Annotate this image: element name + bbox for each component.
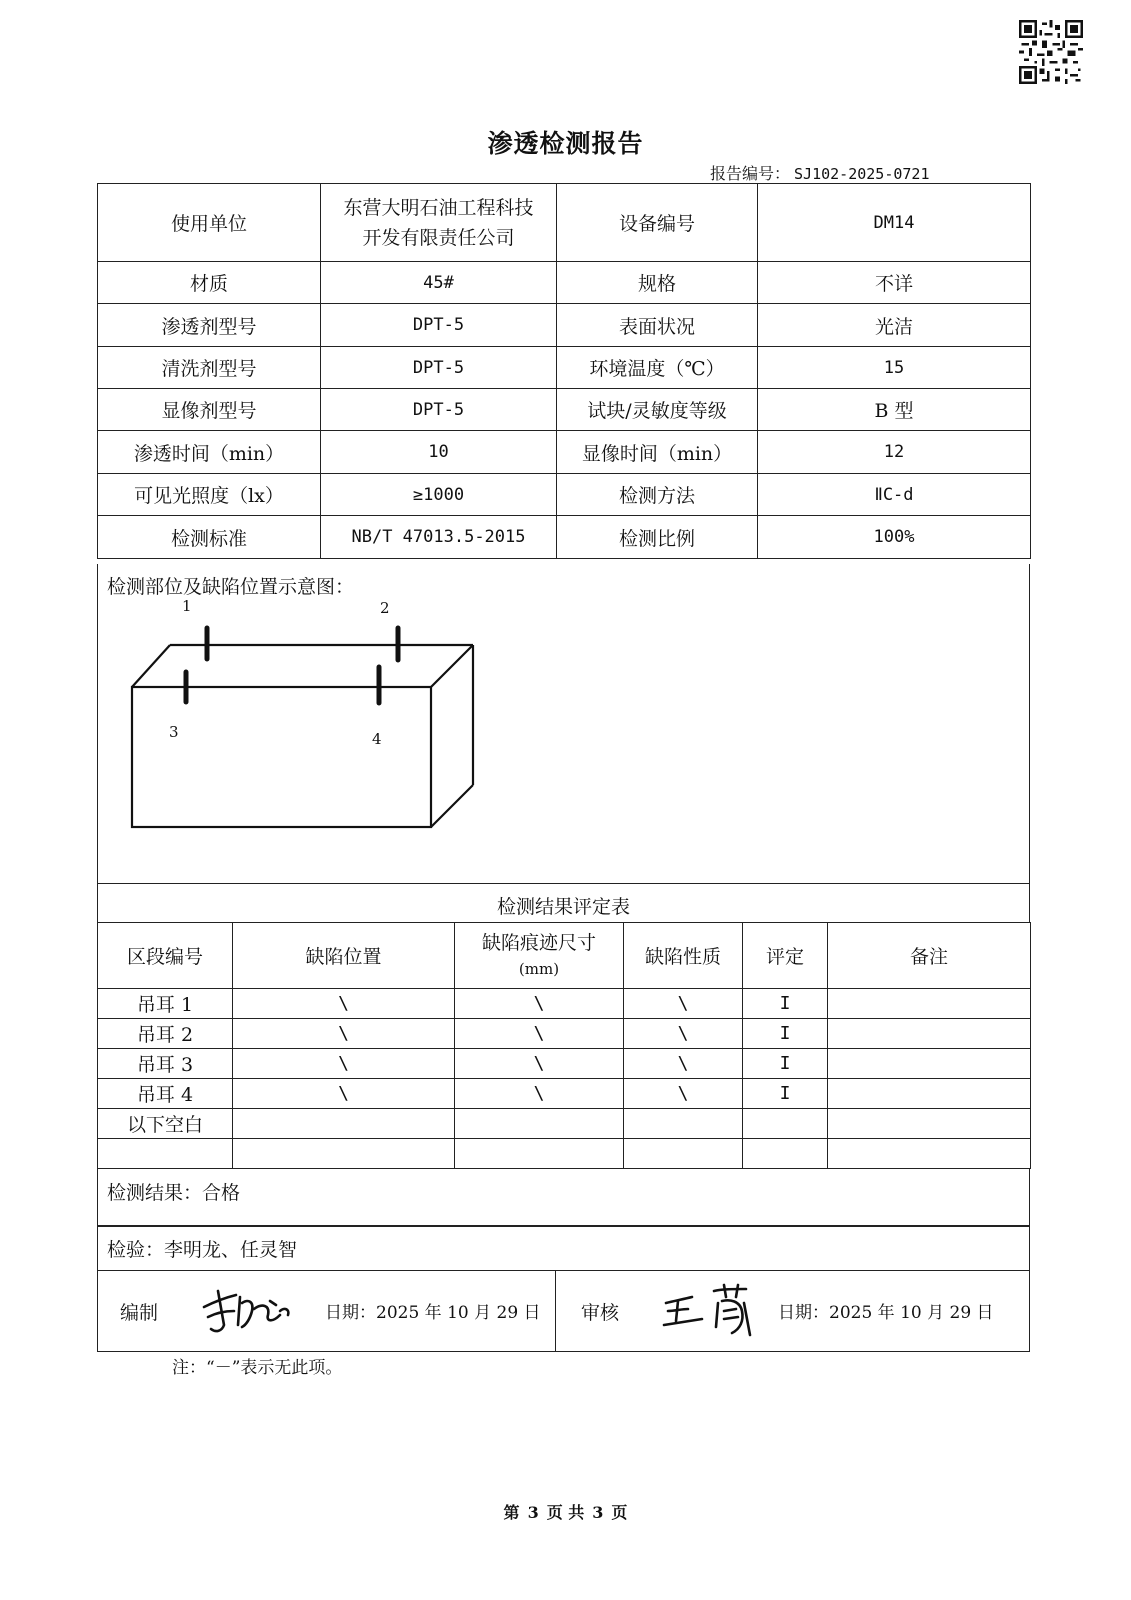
- results-table-title: 检测结果评定表: [496, 896, 630, 918]
- marker-2: 2: [380, 599, 390, 617]
- table-row: [98, 1079, 1031, 1109]
- cell-position: [233, 1109, 455, 1139]
- compiled-date: [325, 1298, 541, 1323]
- results-header-row: [98, 923, 1031, 989]
- info-value: ⅡC-d: [758, 474, 1031, 516]
- conclusion-label: 检测结果：: [107, 1182, 203, 1204]
- table-row: [98, 1109, 1031, 1139]
- info-row: [98, 304, 1031, 347]
- info-value: 东营大明石油工程科技开发有限责任公司: [321, 184, 557, 262]
- info-label: 显像剂型号: [98, 389, 321, 431]
- cell-remark: [828, 1019, 1031, 1049]
- table-row: [98, 1019, 1031, 1049]
- review-label: 审核: [581, 1302, 620, 1324]
- cell-nature: \: [624, 1019, 743, 1049]
- cell-rating: I: [743, 1079, 828, 1109]
- report-number-value: SJ102-2025-0721: [794, 165, 930, 183]
- info-row: [98, 262, 1031, 304]
- table-row: [98, 989, 1031, 1019]
- info-value: NB/T 47013.5-2015: [321, 516, 557, 559]
- header-rating: 评定: [743, 923, 828, 989]
- table-row: [98, 1139, 1031, 1169]
- cell-size: \: [455, 989, 624, 1019]
- info-label: 可见光照度（lx）: [98, 474, 321, 516]
- inspectors-line: [107, 1235, 297, 1262]
- page-prefix: 第: [503, 1503, 520, 1522]
- report-number-label: 报告编号：: [710, 164, 791, 183]
- part-diagram: [98, 564, 1029, 884]
- info-label: 显像时间（min）: [557, 431, 758, 474]
- page-suffix: 页: [611, 1503, 628, 1522]
- info-row: [98, 184, 1031, 262]
- header-defect-nature: 缺陷性质: [624, 923, 743, 989]
- cell-nature: \: [624, 989, 743, 1019]
- cell-position: \: [233, 989, 455, 1019]
- info-value: B 型: [758, 389, 1031, 431]
- info-label: 渗透剂型号: [98, 304, 321, 347]
- cell-size: \: [455, 1079, 624, 1109]
- header-remark: 备注: [828, 923, 1031, 989]
- cell-rating: I: [743, 989, 828, 1019]
- info-label: 设备编号: [557, 184, 758, 262]
- cell-remark: [828, 1079, 1031, 1109]
- cell-remark: [828, 989, 1031, 1019]
- compiled-label: 编制: [120, 1302, 159, 1324]
- cell-nature: \: [624, 1049, 743, 1079]
- marker-3: 3: [169, 723, 179, 741]
- info-value: DPT-5: [321, 389, 557, 431]
- info-value: 12: [758, 431, 1031, 474]
- cell-section: 吊耳 4: [98, 1079, 233, 1109]
- report-title: 渗透检测报告: [487, 129, 644, 158]
- sig-divider: [555, 1271, 556, 1351]
- info-label: 表面状况: [557, 304, 758, 347]
- header-defect-size-label: 缺陷痕迹尺寸: [481, 931, 596, 954]
- results-title-bar: [97, 883, 1030, 923]
- table-row: [98, 1049, 1031, 1079]
- cell-nature: \: [624, 1079, 743, 1109]
- inspectors-section: [97, 1226, 1030, 1271]
- info-value: 45#: [321, 262, 557, 304]
- header-defect-size: [455, 923, 624, 989]
- report-number: [710, 161, 933, 184]
- page-number: [0, 1500, 1131, 1523]
- info-value: DPT-5: [321, 304, 557, 347]
- info-value: 10: [321, 431, 557, 474]
- cell-size: [455, 1139, 624, 1169]
- cell-section: 吊耳 3: [98, 1049, 233, 1079]
- header-section-no: 区段编号: [98, 923, 233, 989]
- review-date: [778, 1298, 994, 1323]
- cell-rating: I: [743, 1019, 828, 1049]
- cell-section: 吊耳 2: [98, 1019, 233, 1049]
- review-date-label: 日期：: [778, 1303, 829, 1323]
- header-defect-position: 缺陷位置: [233, 923, 455, 989]
- info-table: [97, 183, 1031, 559]
- cell-remark: [828, 1139, 1031, 1169]
- cell-section: [98, 1139, 233, 1169]
- cell-size: \: [455, 1019, 624, 1049]
- signature-row: [97, 1270, 1030, 1352]
- info-label: 规格: [557, 262, 758, 304]
- info-label: 试块/灵敏度等级: [557, 389, 758, 431]
- cell-remark: [828, 1109, 1031, 1139]
- qr-code-icon: [1019, 20, 1083, 84]
- diagram-label: 检测部位及缺陷位置示意图：: [107, 576, 355, 598]
- cell-nature: [624, 1139, 743, 1169]
- cell-position: \: [233, 1049, 455, 1079]
- inspectors-label: 检验：: [107, 1239, 165, 1261]
- info-label: 环境温度（℃）: [557, 347, 758, 389]
- header-defect-size-unit: (mm): [518, 959, 560, 978]
- info-label: 使用单位: [98, 184, 321, 262]
- cell-position: \: [233, 1019, 455, 1049]
- footnote: 注：“－”表示无此项。: [172, 1358, 343, 1378]
- results-table: [97, 922, 1031, 1169]
- conclusion-line: [107, 1178, 240, 1205]
- cell-remark: [828, 1049, 1031, 1079]
- cell-section: 吊耳 1: [98, 989, 233, 1019]
- reviewer-signature: [660, 1281, 760, 1341]
- info-row: [98, 431, 1031, 474]
- cell-nature: [624, 1109, 743, 1139]
- compiled-date-label: 日期：: [325, 1303, 376, 1323]
- info-row: [98, 389, 1031, 431]
- info-value: 光洁: [758, 304, 1031, 347]
- info-label: 材质: [98, 262, 321, 304]
- cell-rating: I: [743, 1049, 828, 1079]
- cell-position: \: [233, 1079, 455, 1109]
- page-mid: 页 共: [546, 1503, 585, 1522]
- info-row: [98, 516, 1031, 559]
- info-label: 清洗剂型号: [98, 347, 321, 389]
- info-row: [98, 474, 1031, 516]
- info-label: 检测比例: [557, 516, 758, 559]
- conclusion-section: [97, 1168, 1030, 1226]
- cell-rating: [743, 1139, 828, 1169]
- cell-position: [233, 1139, 455, 1169]
- cell-section: 以下空白: [98, 1109, 233, 1139]
- page-total: 3: [592, 1503, 604, 1522]
- info-value: 15: [758, 347, 1031, 389]
- conclusion-value: 合格: [202, 1182, 241, 1204]
- marker-1: 1: [182, 597, 192, 615]
- compiler-signature: [196, 1285, 296, 1340]
- info-value: DM14: [758, 184, 1031, 262]
- compiled-date-value: 2025 年 10 月 29 日: [376, 1303, 541, 1323]
- info-label: 渗透时间（min）: [98, 431, 321, 474]
- info-label: 检测方法: [557, 474, 758, 516]
- review-date-value: 2025 年 10 月 29 日: [829, 1303, 994, 1323]
- cell-size: \: [455, 1049, 624, 1079]
- cell-rating: [743, 1109, 828, 1139]
- info-row: [98, 347, 1031, 389]
- page-current: 3: [527, 1503, 539, 1522]
- info-value: DPT-5: [321, 347, 557, 389]
- inspectors-value: 李明龙、任灵智: [164, 1239, 298, 1261]
- marker-4: 4: [372, 730, 382, 748]
- info-label: 检测标准: [98, 516, 321, 559]
- info-value: ≥1000: [321, 474, 557, 516]
- info-value: 100%: [758, 516, 1031, 559]
- diagram-section: [97, 564, 1030, 884]
- cell-size: [455, 1109, 624, 1139]
- info-value: 不详: [758, 262, 1031, 304]
